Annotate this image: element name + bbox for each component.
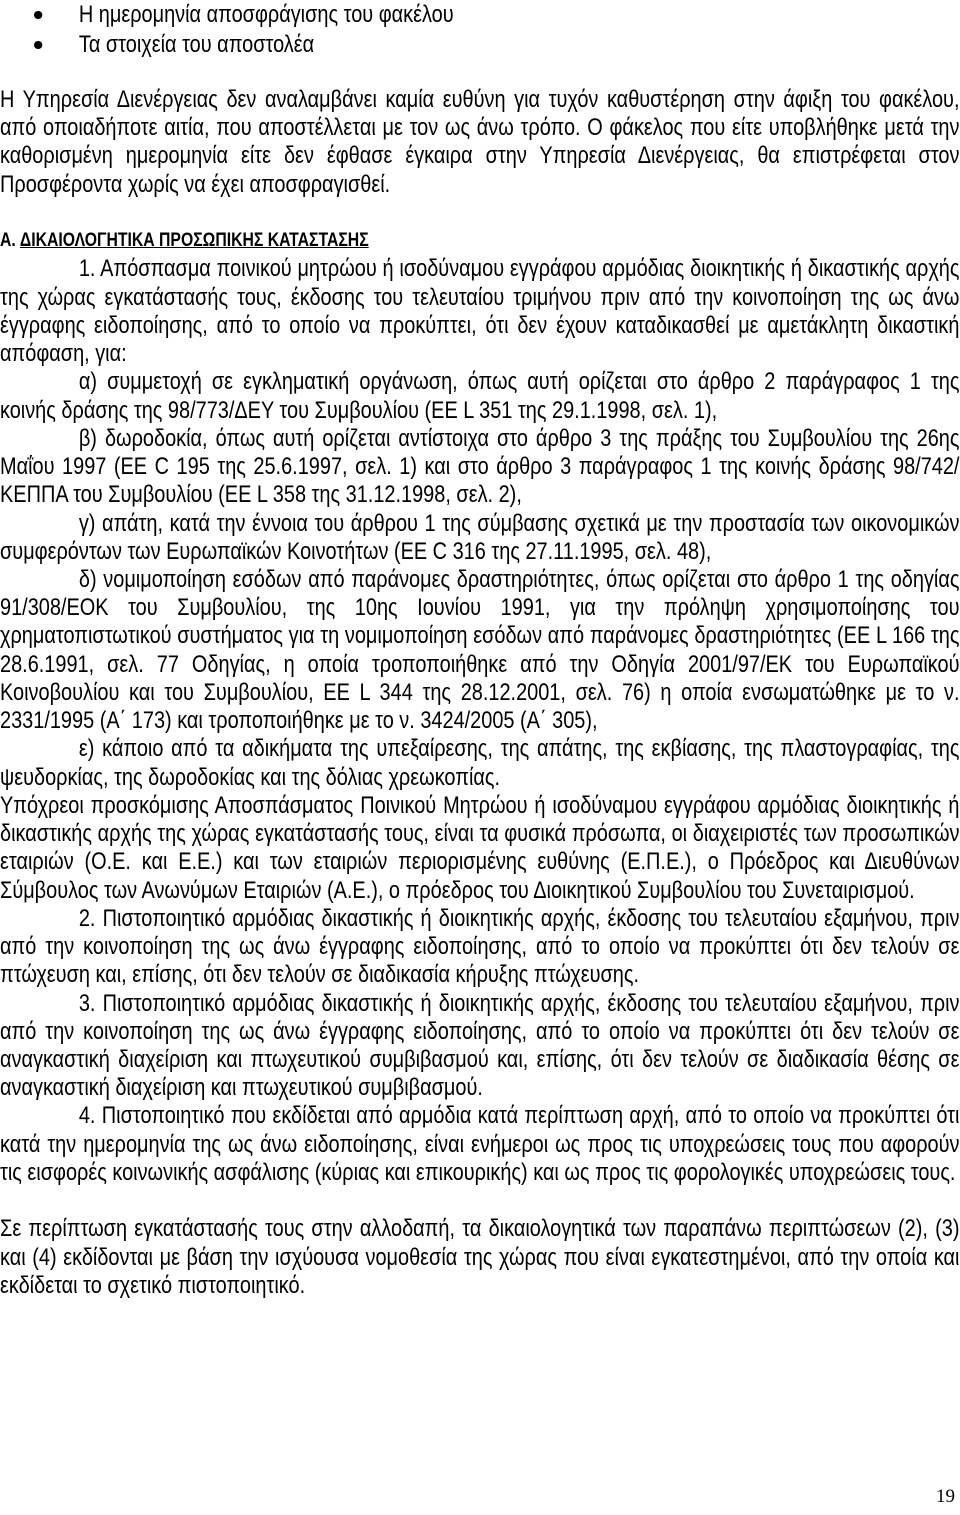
section-title: ΔΙΚΑΙΟΛΟΓΗΤΙΚΑ ΠΡΟΣΩΠΙΚΗΣ ΚΑΤΑΣΤΑΣΗΣ [19,230,369,252]
foreign-establishment-paragraph: Σε περίπτωση εγκατάστασής τους στην αλλοδαπή, τα δικαιολογητικά των παραπάνω περιπτώσεων (2), (3) και (4) εκδίδονται με βάση την ισχύουσα νομοθεσία της χώρας που είναι εγκατεστημένοι, από την οποία και εκδίδεται το σχετικό πιστοποιητικό. [0,1215,960,1299]
page-number: 19 [936,1486,955,1507]
numbered-item-4: 4. Πιστοποιητικό που εκδίδεται από αρμόδια κατά περίπτωση αρχή, από το οποίο να προκύπτει ότι κατά την ημερομηνία της ως άνω ειδοποίησης, είναι ενήμεροι ως προς τις υποχρεώσεις τους που αφορούν τις εισφορές κοινωνικής ασφάλισης (κύριας και επικουρικής) και ως προς τις φορολογικές υποχρεώσεις τους. [0,1102,960,1186]
sub-item-e: ε) κάποιο από τα αδικήματα της υπεξαίρεσης, της απάτης, της εκβίασης, της πλαστογραφίας, της ψευδορκίας, της δωροδοκίας και της δόλιας χρεωκοπίας. [0,735,960,791]
sub-item-c: γ) απάτη, κατά την έννοια του άρθρου 1 της σύμβασης σχετικά με την προστασία των οικονομικών συμφερόντων των Ευρωπαϊκών Κοινοτήτων (ΕΕ C 316 της 27.11.1995, σελ. 48), [0,509,960,565]
bullet-item [0,30,959,60]
sub-item-a: α) συμμετοχή σε εγκληματική οργάνωση, όπως αυτή ορίζεται στο άρθρο 2 παράγραφος 1 της κοινής δράσης της 98/773/ΔΕΥ του Συμβουλίου (ΕΕ L 351 της 29.1.1998, σελ. 1), [0,368,960,424]
numbered-item-3: 3. Πιστοποιητικό αρμόδιας δικαστικής ή διοικητικής αρχής, έκδοσης του τελευταίου εξαμήνου, πριν από την κοινοποίηση της ως άνω έγγραφης ειδοποίησης, από το οποίο να προκύπτει ότι δεν τελούν σε αναγκαστική διαχείριση και πτωχευτικού συμβιβασμού και, επίσης, ότι δεν τελούν σε διαδικασία θέσης σε αναγκαστική διαχείριση και πτωχευτικού συμβιβασμού. [0,989,960,1102]
numbered-item-1: 1. Απόσπασμα ποινικού μητρώου ή ισοδύναμου εγγράφου αρμόδιας διοικητικής ή δικαστικής αρχής της χώρας εγκατάστασής τους, έκδοσης του τελευταίου τριμήνου πριν από την κοινοποίηση της ως άνω έγγραφης ειδοποίησης, από το οποίο να προκύπτει, ότι δεν έχουν καταδικασθεί με αμετάκλητη δικαστική απόφαση, για: [0,255,960,368]
intro-paragraph: Η Υπηρεσία Διενέργειας δεν αναλαμβάνει καμία ευθύνη για τυχόν καθυστέρηση στην άφιξη του φακέλου, από οποιαδήποτε αιτία, που αποστέλλεται με τον ως άνω τρόπο. Ο φάκελος που είτε υποβλήθηκε μετά την καθορισμένη ημερομηνία είτε δεν έφθασε έγκαιρα στην Υπηρεσία Διενέργειας, θα επιστρέφεται στον Προσφέροντα χωρίς να έχει αποσφραγισθεί. [0,86,960,198]
document-body [0,86,959,1300]
section-heading [0,227,959,255]
bullet-list [0,0,959,60]
sub-item-b: β) δωροδοκία, όπως αυτή ορίζεται αντίστοιχα στο άρθρο 3 της πράξης του Συμβουλίου της 26ης Μαΐου 1997 (ΕΕ C 195 της 25.6.1997, σελ. 1) και στο άρθρο 3 παράγραφος 1 της κοινής δράσης 98/742/ΚΕΠΠΑ του Συμβουλίου (ΕΕ L 358 της 31.12.1998, σελ. 2), [0,424,960,509]
numbered-item-2: 2. Πιστοποιητικό αρμόδιας δικαστικής ή διοικητικής αρχής, έκδοσης του τελευταίου εξαμήνου, πριν από την κοινοποίηση της ως άνω έγγραφης ειδοποίησης, από το οποίο να προκύπτει ότι δεν τελούν σε πτώχευση και, επίσης, ότι δεν τελούν σε διαδικασία κήρυξης πτώχευσης. [0,904,960,989]
bullet-icon [34,11,42,19]
section-label: Α. [0,230,16,252]
bullet-text: Η ημερομηνία αποσφράγισης του φακέλου [78,1,454,28]
bullet-icon [34,41,42,49]
sub-item-d: δ) νομιμοποίηση εσόδων από παράνομες δραστηριότητες, όπως ορίζεται στο άρθρο 1 της οδηγίας 91/308/ΕΟΚ του Συμβουλίου, της 10ης Ιουνίου 1991, για την πρόληψη χρησιμοποίησης του χρηματοπιστωτικού συστήματος για τη νομιμοποίηση εσόδων από παράνομες δραστηριότητες (ΕΕ L 166 της 28.6.1991, σελ. 77 Οδηγίας, η οποία τροποποιήθηκε από την Οδηγία 2001/97/ΕΚ του Ευρωπαϊκού Κοινοβουλίου και του Συμβουλίου, ΕΕ L 344 της 28.12.2001, σελ. 76) η οποία ενσωματώθηκε με το ν. 2331/1995 (Α΄ 173) και τροποποιήθηκε με το ν. 3424/2005 (Α΄ 305), [0,565,960,735]
bullet-text: Τα στοιχεία του αποστολέα [78,31,315,58]
bullet-item [0,0,959,30]
obligated-persons-paragraph: Υπόχρεοι προσκόμισης Αποσπάσματος Ποινικού Μητρώου ή ισοδύναμου εγγράφου αρμόδιας διοικητικής ή δικαστικής αρχής της χώρας εγκατάστασής τους, είναι τα φυσικά πρόσωπα, οι διαχειριστές των προσωπικών εταιριών (Ο.Ε. και Ε.Ε.) και των εταιριών περιορισμένης ευθύνης (Ε.Π.Ε.), ο Πρόεδρος και Διευθύνων Σύμβουλος των Ανωνύμων Εταιριών (Α.Ε.), ο πρόεδρος του Διοικητικού Συμβουλίου του Συνεταιρισμού. [0,791,960,904]
